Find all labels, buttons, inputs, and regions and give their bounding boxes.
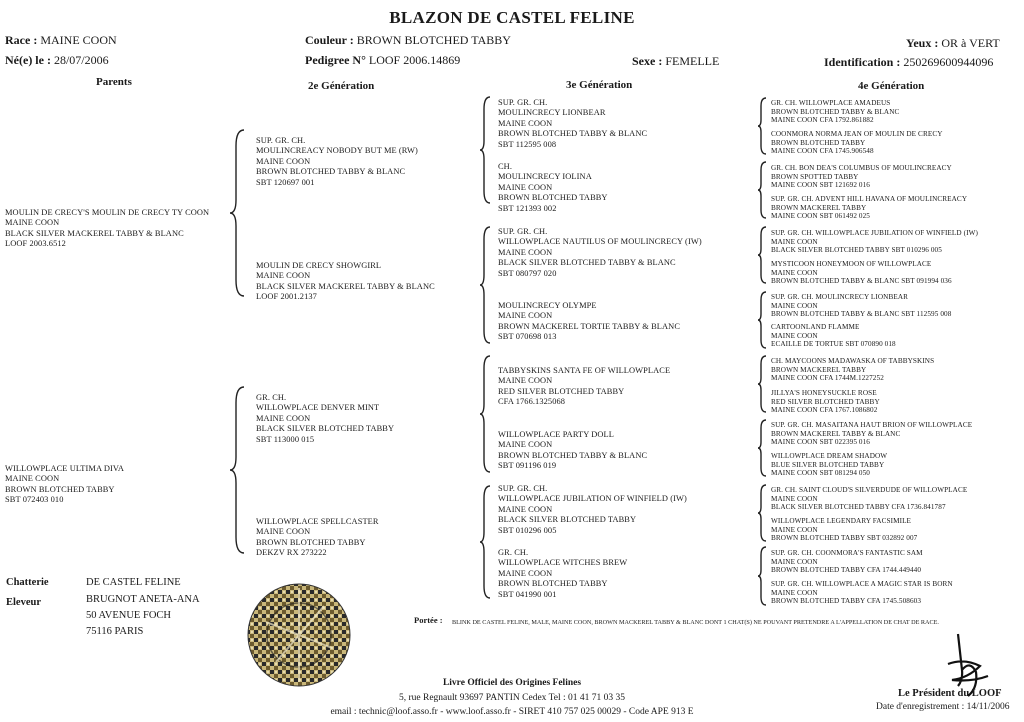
gen3-line: SBT 091196 019 [498,461,557,471]
gen4-line: MAINE COON [771,331,818,340]
gen4-line: BROWN MACKEREL TABBY & BLANC [771,429,901,438]
column-header-gen4: 4e Génération [858,80,925,92]
gen4-entry [771,517,917,543]
gen3-line: WILLOWPLACE JUBILATION OF WINFIELD (IW) [498,494,687,504]
gen4-line: MAINE COON SBT 121692 016 [771,181,871,190]
eleveur-name: BRUGNOT ANETA-ANA [86,594,200,605]
portee-label: Portée : [414,615,443,625]
gen3-entry [498,162,608,214]
gen4-line: BROWN BLOTCHED TABBY CFA 1745.508603 [771,597,922,606]
date-enregistrement: Date d'enregistrement : 14/11/2006 [876,702,1010,712]
gen3-line: MAINE COON [498,376,553,386]
parent-sire-breed: MAINE COON [5,218,60,228]
brace-gen3-3 [756,225,770,285]
gen4-line: CH. MAYCOONS MADAWASKA OF TABBYSKINS [771,357,935,365]
identification-value: 250269600944096 [903,55,994,69]
gen3-line: SBT 121393 002 [498,203,557,213]
gen4-line: BROWN MACKEREL TABBY [771,365,867,374]
yeux-label: Yeux : [906,36,939,50]
gen2-line: DEKZV RX 273222 [256,548,327,558]
gen4-entry [771,357,934,383]
gen2-line: WILLOWPLACE SPELLCASTER [256,517,379,526]
footer-address: 5, rue Regnault 93697 PANTIN Cedex Tel : 01 41 71 03 35 [399,693,625,703]
gen2-line: BLACK SILVER BLOTCHED TABBY [256,424,395,434]
gen3-line: SBT 041990 001 [498,589,557,599]
gen2-line: SBT 120697 001 [256,177,315,187]
gen2-entry [256,136,418,188]
gen3-line: MOULINCRECY LIONBEAR [498,108,606,118]
gen3-line: BROWN BLOTCHED TABBY [498,579,608,589]
gen4-entry [771,99,899,125]
gen4-entry [771,421,972,447]
president-label: Le Président du LOOF [898,688,1002,699]
race-value: MAINE COON [40,33,117,47]
gen3-line: RED SILVER BLOTCHED TABBY [498,386,625,396]
gen4-line: MAINE COON CFA 1767.1086802 [771,406,878,415]
gen4-line: ECAILLE DE TORTUE SBT 070890 018 [771,340,896,349]
brace-gen2-3 [478,354,494,474]
gen3-entry [498,484,687,536]
parent-dam-name: WILLOWPLACE ULTIMA DIVA [5,464,125,473]
brace-gen2-1 [478,95,494,205]
eleveur-label: Eleveur [6,597,41,608]
gen3-line: MAINE COON [498,568,553,578]
gen3-line: MAINE COON [498,247,553,257]
identification-field [824,55,993,70]
gen4-entry [771,486,967,512]
gen4-line: GR. CH. SAINT CLOUD'S SILVERDUDE OF WILLOWPLACE [771,486,968,494]
gen3-entry [498,366,670,408]
parent-sire-reg: LOOF 2003.6512 [5,239,66,249]
race-field [5,33,117,48]
brace-gen3-8 [756,545,770,607]
brace-gen3-6 [756,418,770,478]
gen3-line: WILLOWPLACE PARTY DOLL [498,430,614,439]
gen4-entry [771,549,923,575]
brace-gen2-4 [478,484,494,600]
gen3-line: BROWN BLOTCHED TABBY & BLANC [498,450,648,460]
gen2-entry [256,261,435,303]
gen2-line: MAINE COON [256,271,311,281]
gen3-entry [498,548,627,600]
gen2-line: MOULINCREACY NOBODY BUT ME (RW) [256,146,418,156]
parent-sire-color: BLACK SILVER MACKEREL TABBY & BLANC [5,228,184,238]
gen2-line: BLACK SILVER MACKEREL TABBY & BLANC [256,281,435,291]
yeux-field [906,36,1000,51]
document-title: BLAZON DE CASTEL FELINE [389,8,635,27]
gen4-line: SUP. GR. CH. MASAITANA HAUT BRION OF WILLOWPLACE [771,421,973,429]
birthdate-label: Né(e) le : [5,53,51,67]
pedigree-label: Pedigree N° [305,53,366,67]
parent-dam-breed: MAINE COON [5,474,60,484]
couleur-value: BROWN BLOTCHED TABBY [356,33,511,47]
gen3-line: CH. [498,162,513,171]
brace-gen3-5 [756,354,770,414]
gen4-line: BROWN SPOTTED TABBY [771,172,859,181]
gen3-line: WILLOWPLACE WITCHES BREW [498,558,628,568]
gen4-line: MAINE COON [771,301,818,310]
gen2-line: MAINE COON [256,413,311,423]
gen3-line: SBT 010296 005 [498,525,557,535]
gen2-line: MAINE COON [256,527,311,537]
gen4-line: MAINE COON SBT 061492 025 [771,212,871,221]
sexe-value: FEMELLE [665,54,720,68]
gen2-entry [256,517,379,559]
gen4-line: SUP. GR. CH. WILLOWPLACE A MAGIC STAR IS BORN [771,580,953,588]
gen4-line: BROWN BLOTCHED TABBY & BLANC [771,107,900,116]
gen2-line: WILLOWPLACE DENVER MINT [256,403,380,413]
gen3-line: BROWN BLOTCHED TABBY & BLANC [498,129,648,139]
couleur-field [305,33,511,48]
brace-gen3-4 [756,290,770,350]
yeux-value: OR à VERT [941,36,1000,50]
parent-sire-name: MOULIN DE CRECY'S MOULIN DE CRECY TY COON [5,208,210,217]
gen3-entry [498,430,647,472]
gen4-entry [771,195,967,221]
identification-label: Identification : [824,55,901,69]
couleur-label: Couleur : [305,33,354,47]
parent-sire [5,208,209,250]
chatterie-value: DE CASTEL FELINE [86,577,181,588]
brace-gen3-7 [756,483,770,543]
gen3-line: SBT 070698 013 [498,332,557,342]
gen4-line: BROWN BLOTCHED TABBY CFA 1744.449440 [771,566,922,575]
gen4-line: BLUE SILVER BLOTCHED TABBY [771,460,885,469]
eleveur-city: 75116 PARIS [86,626,144,637]
gen2-line: BROWN BLOTCHED TABBY & BLANC [256,167,406,177]
parent-dam-color: BROWN BLOTCHED TABBY [5,484,115,494]
gen4-line: SUP. GR. CH. ADVENT HILL HAVANA OF MOULINCREACY [771,195,968,203]
gen3-line: SBT 112595 008 [498,139,557,149]
gen3-line: BROWN BLOTCHED TABBY [498,193,608,203]
gen4-line: GR. CH. BON DEA'S COLUMBUS OF MOULINCREACY [771,164,952,172]
gen4-entry [771,389,880,415]
gen3-line: MAINE COON [498,311,553,321]
gen2-line: LOOF 2001.2137 [256,292,317,302]
birthdate-field [5,53,109,68]
gen4-line: MAINE COON CFA 1744M.1227252 [771,374,884,383]
gen4-line: BLACK SILVER BLOTCHED TABBY SBT 010296 005 [771,246,942,255]
race-label: Race : [5,33,38,47]
chatterie-label: Chatterie [6,577,49,588]
gen4-line: CARTOONLAND FLAMME [771,323,860,331]
gen3-entry [498,227,702,279]
gen3-line: MAINE COON [498,118,553,128]
pedigree-field [305,53,460,68]
gen3-line: BLACK SILVER BLOTCHED TABBY [498,515,637,525]
brace-gen3-2 [756,160,770,220]
gen2-line: SUP. GR. CH. [256,136,306,145]
footer-contact: email : technic@loof.asso.fr - www.loof.asso.fr - SIRET 410 757 025 00029 - Code APE 913 E [330,707,694,717]
parent-dam [5,464,124,506]
gen2-line: MAINE COON [256,156,311,166]
gen2-line: SBT 113000 015 [256,434,315,444]
eleveur-address [86,592,200,640]
gen4-line: MAINE COON SBT 081294 050 [771,469,871,478]
gen4-line: MAINE COON SBT 022395 016 [771,438,871,447]
gen3-line: MOULINCRECY OLYMPE [498,301,597,310]
gen3-line: WILLOWPLACE NAUTILUS OF MOULINCRECY (IW) [498,237,702,247]
gen4-line: MAINE COON [771,494,818,503]
gen3-line: CFA 1766.1325068 [498,397,566,407]
gen4-line: RED SILVER BLOTCHED TABBY [771,397,880,406]
gen4-line: MYSTICOON HONEYMOON OF WILLOWPLACE [771,260,932,268]
gen4-line: WILLOWPLACE DREAM SHADOW [771,452,888,460]
gen2-line: MOULIN DE CRECY SHOWGIRL [256,261,382,270]
gen2-line: GR. CH. [256,393,287,402]
gen3-line: SBT 080797 020 [498,268,557,278]
eleveur-street: 50 AVENUE FOCH [86,610,171,621]
gen4-line: SUP. GR. CH. COONMORA'S FANTASTIC SAM [771,549,923,557]
birthdate-value: 28/07/2006 [53,53,109,67]
gen3-line: BROWN MACKEREL TORTIE TABBY & BLANC [498,321,681,331]
gen4-entry [771,323,896,349]
gen4-entry [771,130,943,156]
gen4-line: BROWN BLOTCHED TABBY & BLANC SBT 091994 036 [771,277,952,286]
gen3-line: SUP. GR. CH. [498,484,548,493]
brace-gen2-2 [478,225,494,345]
gen4-entry [771,580,953,606]
gen4-line: WILLOWPLACE LEGENDARY FACSIMILE [771,517,912,525]
gen3-line: MOULINCRECY IOLINA [498,172,592,182]
gen4-line: COONMORA NORMA JEAN OF MOULIN DE CRECY [771,130,943,138]
sexe-field [632,54,719,69]
gen3-line: SUP. GR. CH. [498,227,548,236]
gen4-line: MAINE COON [771,588,818,597]
gen4-line: BROWN BLOTCHED TABBY SBT 032892 007 [771,534,918,543]
gen3-entry [498,98,647,150]
gen4-line: SUP. GR. CH. MOULINCRECY LIONBEAR [771,293,909,301]
gen4-line: GR. CH. WILLOWPLACE AMADEUS [771,99,891,107]
loof-seal-image [246,582,352,688]
column-header-parents: Parents [96,76,132,88]
gen4-line: MAINE COON [771,525,818,534]
gen4-entry [771,260,952,286]
gen2-line: BROWN BLOTCHED TABBY [256,537,366,547]
gen3-line: TABBYSKINS SANTA FE OF WILLOWPLACE [498,366,671,375]
gen4-line: SUP. GR. CH. WILLOWPLACE JUBILATION OF WINFIELD (IW) [771,229,978,237]
pedigree-value: LOOF 2006.14869 [368,53,461,67]
parent-dam-reg: SBT 072403 010 [5,495,64,505]
gen4-line: MAINE COON [771,237,818,246]
gen3-line: MAINE COON [498,440,553,450]
gen3-line: SUP. GR. CH. [498,98,548,107]
brace-parent-1 [228,128,250,298]
gen3-line: BLACK SILVER BLOTCHED TABBY & BLANC [498,258,676,268]
gen3-entry [498,301,680,343]
gen4-entry [771,164,952,190]
gen4-entry [771,229,978,255]
column-header-gen2: 2e Génération [308,80,375,92]
portee-text: BLINK DE CASTEL FELINE, MALE, MAINE COON, BROWN MACKEREL TABBY & BLANC DONT 1 CHAT(S) NE POUVANT PRETENDRE A L'APPELLATION DE CHAT DE RACE. [452,619,939,626]
brace-gen3-1 [756,96,770,156]
footer-org: Livre Officiel des Origines Felines [442,678,582,688]
column-header-gen3: 3e Génération [566,79,633,91]
gen3-line: GR. CH. [498,548,529,557]
gen4-line: BROWN MACKEREL TABBY [771,203,867,212]
gen4-line: MAINE COON CFA 1745.906548 [771,147,874,156]
brace-parent-2 [228,385,250,555]
sexe-label: Sexe : [632,54,663,68]
gen4-entry [771,452,887,478]
gen2-entry [256,393,394,445]
gen4-line: JILLYA'S HONEYSUCKLE ROSE [771,389,877,397]
gen4-line: BLACK SILVER BLOTCHED TABBY CFA 1736.841787 [771,503,946,512]
gen4-line: BROWN BLOTCHED TABBY & BLANC SBT 112595 008 [771,310,952,319]
gen4-line: MAINE COON CFA 1792.861882 [771,116,874,125]
gen3-line: MAINE COON [498,504,553,514]
gen4-entry [771,293,951,319]
gen4-line: BROWN BLOTCHED TABBY [771,138,866,147]
gen4-line: MAINE COON [771,268,818,277]
gen4-line: MAINE COON [771,557,818,566]
gen3-line: MAINE COON [498,182,553,192]
